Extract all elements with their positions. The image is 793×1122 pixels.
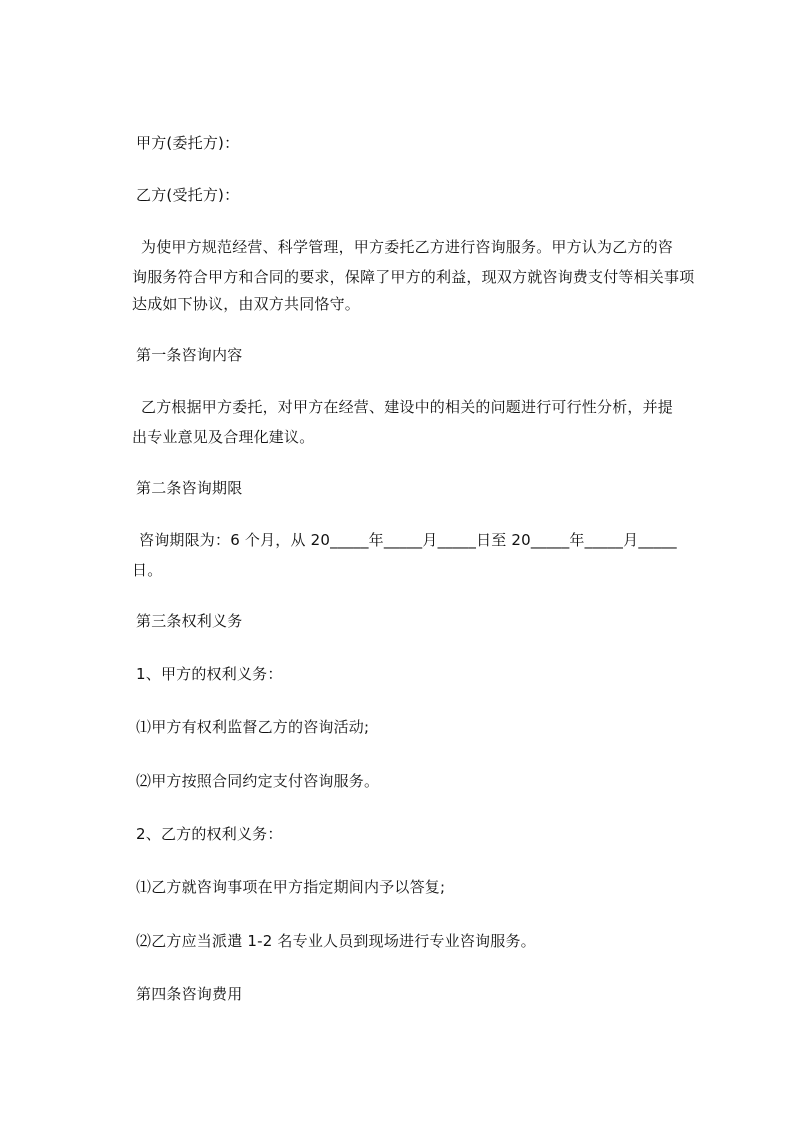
article-2-line-1: 咨询期限为：6 个月，从 20_____年_____月_____日至 20_____年_____月_____: [139, 531, 677, 549]
intro-line-3: 达成如下协议，由双方共同恪守。: [132, 295, 361, 313]
party-b-label: 乙方(受托方)：: [136, 186, 240, 204]
party-b-rights-item-1: ⑴乙方就咨询事项在甲方指定期间内予以答复;: [136, 878, 446, 896]
party-a-rights-item-2: ⑵甲方按照合同约定支付咨询服务。: [136, 772, 380, 790]
article-2-line-2: 日。: [132, 561, 163, 579]
article-1-heading: 第一条咨询内容: [136, 346, 243, 364]
party-a-rights-title: 1、甲方的权利义务：: [136, 665, 283, 683]
party-a-label: 甲方(委托方)：: [136, 134, 240, 152]
article-3-heading: 第三条权利义务: [136, 612, 243, 630]
article-2-heading: 第二条咨询期限: [136, 479, 243, 497]
article-4-heading: 第四条咨询费用: [136, 985, 243, 1003]
party-b-rights-title: 2、乙方的权利义务：: [136, 825, 283, 843]
intro-line-2: 询服务符合甲方和合同的要求，保障了甲方的利益，现双方就咨询费支付等相关事项: [132, 268, 695, 286]
article-1-line-1: 乙方根据甲方委托，对甲方在经营、建设中的相关的问题进行可行性分析，并提: [141, 398, 674, 416]
party-a-rights-item-1: ⑴甲方有权利监督乙方的咨询活动;: [136, 718, 370, 736]
party-b-rights-item-2: ⑵乙方应当派遣 1-2 名专业人员到现场进行专业咨询服务。: [136, 932, 536, 950]
intro-line-1: 为使甲方规范经营、科学管理，甲方委托乙方进行咨询服务。甲方认为乙方的咨: [141, 238, 674, 256]
article-1-line-2: 出专业意见及合理化建议。: [132, 428, 315, 446]
